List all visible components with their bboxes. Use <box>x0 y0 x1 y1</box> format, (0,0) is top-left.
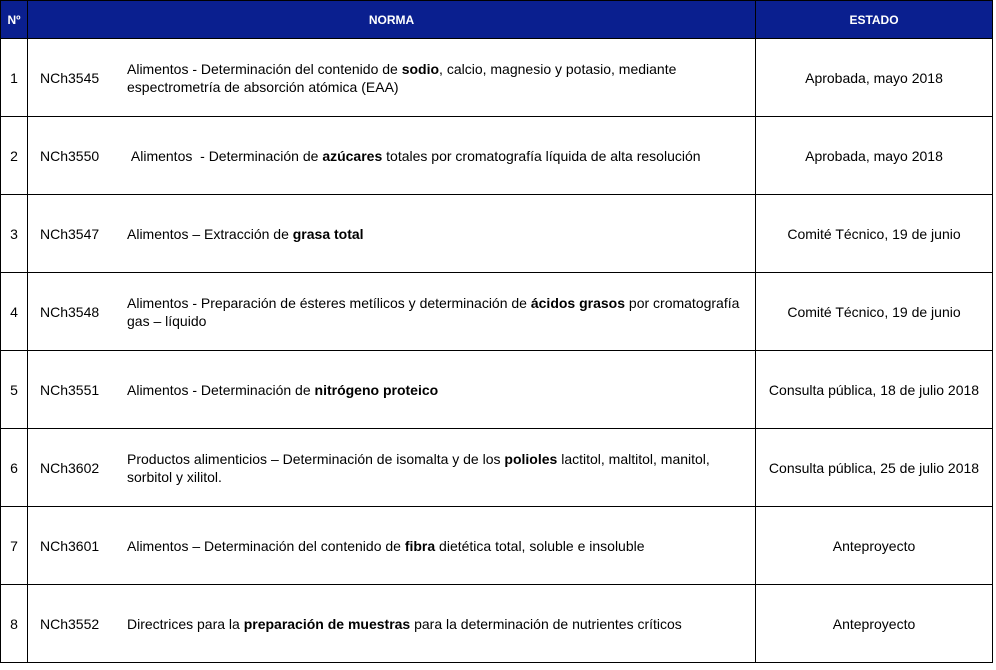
estado-cell: Anteproyecto <box>756 585 993 663</box>
row-number: 1 <box>1 39 28 117</box>
norma-keyword: nitrógeno proteico <box>314 381 439 398</box>
table-row <box>1 117 993 195</box>
row-number: 7 <box>1 507 28 585</box>
row-number: 4 <box>1 273 28 351</box>
estado-cell: Aprobada, mayo 2018 <box>756 117 993 195</box>
norma-cell <box>28 507 756 585</box>
norma-cell <box>28 429 756 507</box>
row-number: 3 <box>1 195 28 273</box>
table-row <box>1 585 993 663</box>
table-row <box>1 195 993 273</box>
header-norma: NORMA <box>28 1 756 39</box>
estado-cell: Comité Técnico, 19 de junio <box>756 195 993 273</box>
estado-cell: Consulta pública, 25 de julio 2018 <box>756 429 993 507</box>
norma-description: Alimentos – Determinación del contenido de fibra dietética total, soluble e insoluble <box>127 537 645 554</box>
header-num: Nº <box>1 1 28 39</box>
row-number: 5 <box>1 351 28 429</box>
estado-cell: Aprobada, mayo 2018 <box>756 39 993 117</box>
row-number: 8 <box>1 585 28 663</box>
norma-code: NCh3601 <box>40 537 100 554</box>
norma-description: Productos alimenticios – Determinación de isomalta y de los polioles lactitol, maltitol, manitol, sorbitol y xilitol. <box>127 450 710 485</box>
norma-description: Alimentos - Determinación del contenido de sodio, calcio, magnesio y potasio, mediante espectrometría de absorción atómica (EAA) <box>127 60 677 95</box>
norma-description: Alimentos - Determinación de nitrógeno proteico <box>127 381 439 398</box>
norma-keyword: ácidos grasos <box>530 294 626 311</box>
norma-keyword: grasa total <box>292 225 364 242</box>
norma-keyword: sodio <box>401 60 440 77</box>
norma-cell <box>28 585 756 663</box>
norma-code: NCh3551 <box>40 381 100 398</box>
norma-description: Alimentos - Preparación de ésteres metílicos y determinación de ácidos grasos por cromatografía gas – líquido <box>127 294 740 329</box>
table-row <box>1 351 993 429</box>
norma-cell <box>28 195 756 273</box>
norma-code: NCh3545 <box>40 69 100 86</box>
norma-description: Directrices para la preparación de muestras para la determinación de nutrientes críticos <box>127 615 682 632</box>
norma-code: NCh3547 <box>40 225 100 242</box>
table-row <box>1 39 993 117</box>
table-header-row <box>1 1 993 39</box>
norma-keyword: polioles <box>504 450 558 467</box>
norma-cell <box>28 351 756 429</box>
row-number: 6 <box>1 429 28 507</box>
norma-keyword: azúcares <box>322 147 383 164</box>
header-estado: ESTADO <box>756 1 993 39</box>
norma-keyword: fibra <box>404 537 436 554</box>
norma-description: Alimentos – Extracción de grasa total <box>127 225 364 242</box>
norma-code: NCh3552 <box>40 615 100 632</box>
estado-cell: Consulta pública, 18 de julio 2018 <box>756 351 993 429</box>
estado-cell: Comité Técnico, 19 de junio <box>756 273 993 351</box>
estado-cell: Anteproyecto <box>756 507 993 585</box>
table-row <box>1 507 993 585</box>
table-row <box>1 273 993 351</box>
norma-code: NCh3602 <box>40 459 100 476</box>
norma-code: NCh3550 <box>40 147 100 164</box>
norma-code: NCh3548 <box>40 303 100 320</box>
norma-description: Alimentos - Determinación de azúcares totales por cromatografía líquida de alta resolución <box>127 147 701 164</box>
table-row <box>1 429 993 507</box>
norma-cell <box>28 117 756 195</box>
row-number: 2 <box>1 117 28 195</box>
norma-cell <box>28 273 756 351</box>
norma-keyword: preparación de muestras <box>243 615 411 632</box>
norma-cell <box>28 39 756 117</box>
